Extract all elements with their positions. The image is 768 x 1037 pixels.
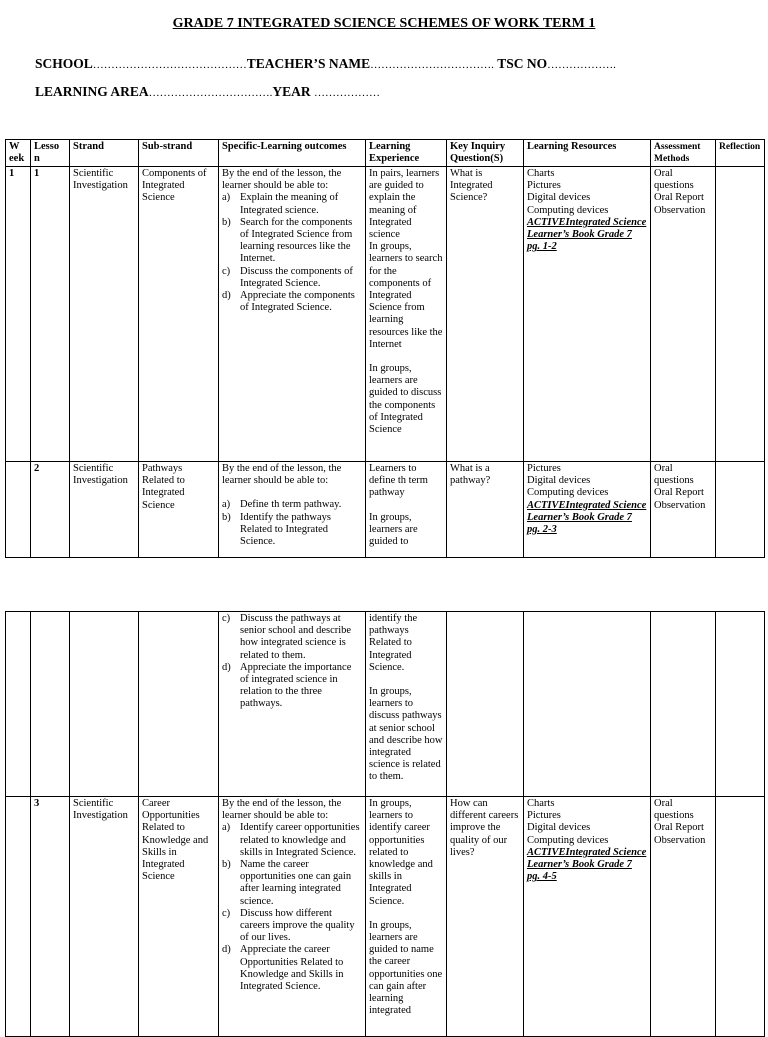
experience-text: In groups, learners to identify career opportunities related to knowledge and skills in Integrated Science. xyxy=(369,798,433,907)
experience-text: In pairs, learners are guided to explain the meaning of Integrated science xyxy=(369,168,440,241)
experience-text: In groups, learners to search for the components of Integrated Science from learning resources like the Internet xyxy=(369,241,443,350)
outcomes-list xyxy=(222,499,362,548)
tsc-blank: ………………. xyxy=(547,59,616,71)
reflection-cell xyxy=(716,612,765,797)
header-reflection: Reflection xyxy=(716,140,765,167)
outcomes-cell xyxy=(219,167,366,462)
strand-cell: Scientific Investigation xyxy=(70,167,139,462)
week-cell xyxy=(6,462,31,558)
textbook-reference: ACTIVEIntegrated Science Learner’s Book Grade 7 pg. 2-3 xyxy=(527,499,647,536)
list-item: d) Appreciate the importance of integrated science in relation to the three pathways. xyxy=(222,661,352,710)
outcomes-intro: By the end of the lesson, the learner should be able to: xyxy=(222,463,342,487)
list-item: a) Define th term pathway. xyxy=(222,499,342,511)
school-label: SCHOOL xyxy=(35,56,93,71)
resource-item: Computing devices xyxy=(527,834,609,846)
lesson-cell: 2 xyxy=(31,462,70,558)
inquiry-cell xyxy=(447,612,524,797)
inquiry-cell: What is a pathway? xyxy=(447,462,524,558)
reflection-cell xyxy=(716,167,765,462)
week-cell: 1 xyxy=(6,167,31,462)
teacher-blank: ……………………………. xyxy=(370,59,494,71)
lesson-cell xyxy=(31,612,70,797)
header-week: W eek xyxy=(6,140,31,167)
header-lesson: Lesso n xyxy=(31,140,70,167)
document-title: GRADE 7 INTEGRATED SCIENCE SCHEMES OF WORK TERM 1 xyxy=(172,16,596,31)
strand-cell xyxy=(70,612,139,797)
assessment-cell: Oral questions Oral Report Observation xyxy=(651,167,716,462)
experience-cell xyxy=(366,462,447,558)
assessment-cell: Oral questions Oral Report Observation xyxy=(651,797,716,1037)
header-substrand: Sub-strand xyxy=(139,140,219,167)
header-outcomes: Specific-Learning outcomes xyxy=(219,140,366,167)
table-row xyxy=(6,462,765,558)
inquiry-cell: How can different careers improve the quality of our lives? xyxy=(447,797,524,1037)
experience-text: In groups, learners are guided to name the career opportunities one can gain after learning integrated xyxy=(369,919,443,1017)
lesson-cell: 1 xyxy=(31,167,70,462)
outcomes-cell xyxy=(219,797,366,1037)
list-item: b) Name the career opportunities one can gain after learning integrated science. xyxy=(222,859,352,907)
header-experience: Learning Experience xyxy=(366,140,447,167)
resources-cell xyxy=(524,167,651,462)
strand-cell: Scientific Investigation xyxy=(70,462,139,558)
list-item: c) Discuss the pathways at senior school and describe how integrated science is related to them. xyxy=(222,613,352,661)
list-item: b) Identify the pathways Related to Integrated Science. xyxy=(222,511,331,548)
reflection-cell xyxy=(716,797,765,1037)
outcomes-cell xyxy=(219,462,366,558)
experience-text: In groups, learners are guided to discuss the components of Integrated Science xyxy=(369,363,442,436)
resources-cell xyxy=(524,462,651,558)
outcomes-cell xyxy=(219,612,366,797)
resources-cell xyxy=(524,612,651,797)
list-item: b) Search for the components of Integrated Science from learning resources like the Internet. xyxy=(222,216,353,265)
school-blank: …………………………………… xyxy=(92,59,247,71)
lesson-cell: 3 xyxy=(31,797,70,1037)
resource-item: Computing devices xyxy=(527,487,609,499)
header-assessment: Assessment Methods xyxy=(651,140,716,167)
substrand-cell: Components of Integrated Science xyxy=(139,167,219,462)
textbook-reference: ACTIVEIntegrated Science Learner’s Book Grade 7 pg. 1-2 xyxy=(527,216,647,253)
outcomes-list xyxy=(222,822,362,993)
assessment-cell xyxy=(651,612,716,797)
substrand-cell: Pathways Related to Integrated Science xyxy=(139,462,219,558)
outcomes-intro: By the end of the lesson, the learner should be able to: xyxy=(222,798,342,822)
tsc-label: TSC NO xyxy=(497,56,548,71)
learning-area-blank: ……………………………. xyxy=(148,87,273,99)
experience-text: In groups, learners are guided to xyxy=(369,511,418,548)
resource-item: Charts xyxy=(527,168,555,179)
schemes-table-page-1 xyxy=(5,139,765,558)
resource-item: Computing devices xyxy=(527,204,609,216)
inquiry-cell: What is Integrated Science? xyxy=(447,167,524,462)
header-resources: Learning Resources xyxy=(524,140,651,167)
resource-item: Digital devices xyxy=(527,822,591,834)
header-row xyxy=(6,140,765,167)
list-item: d) Appreciate the components of Integrated Science. xyxy=(222,290,355,314)
outcomes-list xyxy=(222,192,362,314)
strand-cell: Scientific Investigation xyxy=(70,797,139,1037)
header-strand: Strand xyxy=(70,140,139,167)
experience-cell xyxy=(366,612,447,797)
year-label: YEAR xyxy=(272,84,311,99)
outcomes-list xyxy=(222,613,362,711)
week-cell xyxy=(6,797,31,1037)
list-item: d) Appreciate the career Opportunities Related to Knowledge and Skills in Integrated Science. xyxy=(222,944,344,993)
experience-text: Learners to define th term pathway xyxy=(369,463,428,499)
learning-area-label: LEARNING AREA xyxy=(35,84,149,99)
substrand-cell: Career Opportunities Related to Knowledge and Skills in Integrated Science xyxy=(139,797,219,1037)
resource-item: Pictures xyxy=(527,463,561,474)
experience-cell xyxy=(366,797,447,1037)
area-year-line xyxy=(35,84,380,100)
table-row xyxy=(6,167,765,462)
substrand-cell xyxy=(139,612,219,797)
experience-text: identify the pathways Related to Integrated Science. xyxy=(369,613,418,673)
resource-item: Pictures xyxy=(527,810,561,822)
resource-item: Digital devices xyxy=(527,192,591,204)
year-blank: ……………… xyxy=(314,87,381,99)
outcomes-intro: By the end of the lesson, the learner should be able to: xyxy=(222,168,342,192)
textbook-reference: ACTIVEIntegrated Science Learner’s Book Grade 7 pg. 4-5 xyxy=(527,846,647,883)
resource-item: Charts xyxy=(527,798,555,809)
teacher-label: TEACHER’S NAME xyxy=(246,56,371,71)
table-row xyxy=(6,612,765,797)
schemes-table-page-2 xyxy=(5,611,765,1037)
school-teacher-line xyxy=(35,56,616,72)
list-item: c) Discuss how different careers improve the quality of our lives. xyxy=(222,907,355,944)
list-item: c) Discuss the components of Integrated Science. xyxy=(222,265,353,289)
experience-text: In groups, learners to discuss pathways at senior school and describe how integrated science is related to them. xyxy=(369,686,443,783)
list-item: a) Identify career opportunities related to knowledge and skills in Integrated Science. xyxy=(222,822,360,858)
resource-item: Digital devices xyxy=(527,475,591,487)
header-inquiry: Key Inquiry Question(S) xyxy=(447,140,524,167)
table-row xyxy=(6,797,765,1037)
experience-cell xyxy=(366,167,447,462)
week-cell xyxy=(6,612,31,797)
list-item: a) Explain the meaning of Integrated science. xyxy=(222,192,339,216)
assessment-cell: Oral questions Oral Report Observation xyxy=(651,462,716,558)
reflection-cell xyxy=(716,462,765,558)
resource-item: Pictures xyxy=(527,180,561,192)
resources-cell xyxy=(524,797,651,1037)
